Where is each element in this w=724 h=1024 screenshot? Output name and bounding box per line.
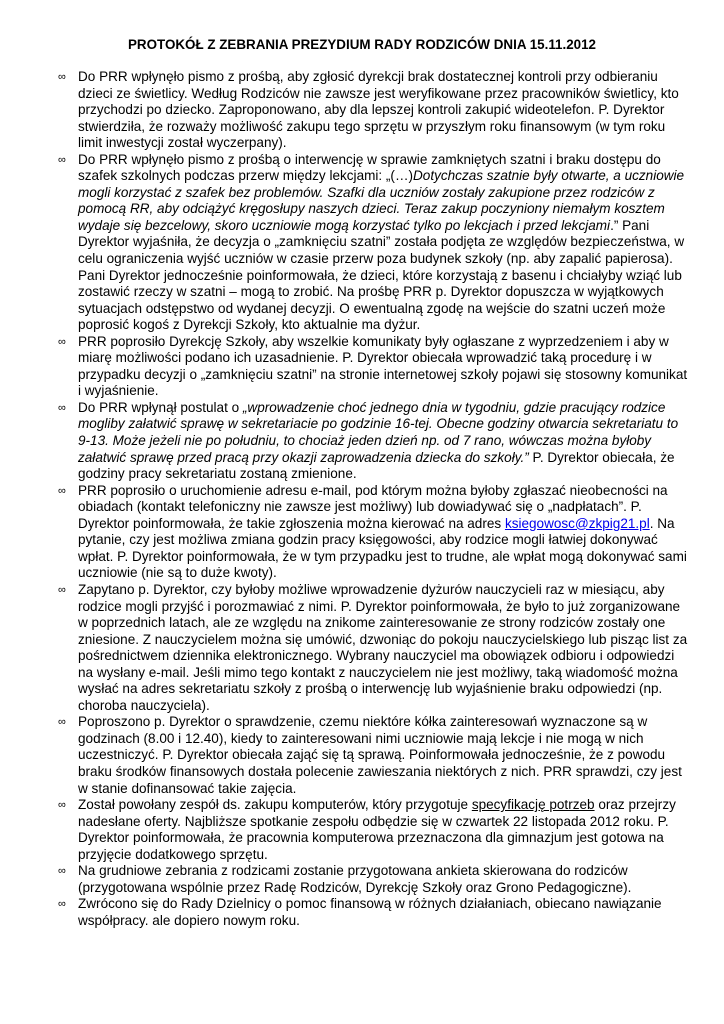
list-item <box>58 582 690 714</box>
item-text: P. Dyrektor obiecała, że godziny pracy sekretariatu zostaną zmienione. <box>78 449 675 482</box>
list-item <box>58 714 690 797</box>
bullet-icon: ∞ <box>58 898 66 911</box>
bullet-icon: ∞ <box>58 153 66 166</box>
list-item <box>58 152 690 334</box>
item-text: PRR poprosiło o uruchomienie adresu e-mail, pod którym można byłoby zgłaszać nieobecności na obiadach (kontakt telefoniczny nie zawsze jest możliwy) lub dowiadywać się o „nadpłatach”. P. Dyrektor poinformowała, że takie zgłoszenia można kierować na adres <box>78 482 668 531</box>
bullet-icon: ∞ <box>58 335 66 348</box>
bullet-icon: ∞ <box>58 799 66 812</box>
underlined-text: specyfikację potrzeb <box>471 797 595 813</box>
bullet-icon: ∞ <box>58 865 66 878</box>
item-text: .” Pani Dyrektor wyjaśniła, że decyzja o „zamknięciu szatni” została podjęta ze względów bezpieczeństwa, w celu ograniczenia wyjść uczniów w czasie przerw poza budynek szkoły (np. aby zapalić papierosa). Pani Dyrektor jednocześnie poinformowała, że dzieci, które korzystają z basenu i chciałyby wziąć lub zostawić rzeczy w szatni – mogą to zrobić. Na prośbę PRR p. Dyrektor dopuszcza w wyjątkowych sytuacjach odstępstwo od wydanej decyzji. O ewentualną zgodę na wejście do szatni uczeń może poprosić kogoś z Dyrekcji Szkoły, kto aktualnie ma dyżur. <box>78 217 685 333</box>
item-quote: Dotychczas szatnie były otwarte, a uczniowie mogli korzystać z szafek bez problemów. Szafki dla uczniów zostały zakupione przez rodziców z pomocą RR, aby odciążyć kręgosłupy naszych dzieci. Teraz zakup poczyniony niemałym kosztem wydaje się bezcelowy, skoro uczniowie mogą korzystać tylko po lekcjach i przed lekcjami <box>78 168 685 233</box>
item-text: Do PRR wpłynęło pismo z prośbą o interwencję w sprawie zamkniętych szatni i braku dostępu do szafek szkolnych podczas przerw między lekcjami: „(…) <box>78 151 661 184</box>
item-text: Został powołany zespół ds. zakupu komputerów, który przygotuje <box>78 797 472 813</box>
document-title: PROTOKÓŁ Z ZEBRANIA PREZYDIUM RADY RODZICÓW DNIA 15.11.2012 <box>128 37 596 52</box>
minutes-list <box>58 69 690 929</box>
item-text: . Na pytanie, czy jest możliwa zmiana godzin pracy księgowości, aby rodzice mogli łatwiej dokonywać wpłat. P. Dyrektor poinformowała, że w tym przypadku jest to trudne, ale wpłat mogą dokonywać sami uczniowie (nie są to duże kwoty). <box>78 515 687 581</box>
email-link[interactable]: ksiegowosc@zkpig21.pl <box>504 515 650 531</box>
item-text: oraz przejrzy nadesłane oferty. Najbliższe spotkanie zespołu odbędzie się w czwartek 22 listopada 2012 roku. P. Dyrektor poinformowała, że pracownia komputerowa przeznaczona dla gimnazjum jest gotowa na przyjęcie dodatkowego sprzętu. <box>78 797 676 862</box>
list-item <box>58 896 690 929</box>
list-item <box>58 863 690 896</box>
list-item <box>58 334 690 400</box>
item-quote: „wprowadzenie choć jednego dnia w tygodniu, gdzie pracujący rodzice mogliby załatwić sprawę w sekretariacie po godzinie 16-tej. Obecne godziny otwarcia sekretariatu to 9-13. Może jeżeli nie po południu, to chociaż jeden dzień np. od 7 rano, wówczas można byłoby załatwić sprawę przed pracą przy okazji zaprowadzenia dziecka do szkoły.” <box>78 399 679 465</box>
list-item <box>58 797 690 863</box>
item-text: PRR poprosiło Dyrekcję Szkoły, aby wszelkie komunikaty były ogłaszane z wyprzedzeniem i aby w miarę możliwości podano ich uzasadnienie. P. Dyrektor obiecała wprowadzić taką procedurę i w przypadku decyzji o „zamknięciu szatni” na stronie internetowej szkoły pojawi się stosowny komunikat i wyjaśnienie. <box>78 333 688 399</box>
list-item <box>58 69 690 152</box>
bullet-icon: ∞ <box>58 484 66 497</box>
list-item <box>58 400 690 483</box>
item-text: Zwrócono się do Rady Dzielnicy o pomoc finansową w różnych działaniach, obiecano nawiązanie współpracy. ale dopiero nowym roku. <box>78 896 662 928</box>
item-text: Na grudniowe zebrania z rodzicami zostanie przygotowana ankieta skierowana do rodziców (przygotowana wspólnie przez Radę Rodziców, Dyrekcję Szkoły oraz Grono Pedagogiczne). <box>78 863 632 895</box>
item-text: Zapytano p. Dyrektor, czy byłoby możliwe wprowadzenie dyżurów nauczycieli raz w miesiącu, aby rodzice mogli przyjść i porozmawiać z nimi. P. Dyrektor poinformowała, że było to już zorganizowane w poprzednich latach, ale ze względu na znikome zainteresowanie ze strony rodziców zostały one zniesione. Z nauczycielem można się umówić, dzwoniąc do pokoju nauczycielskiego lub pisząc list za pośrednictwem dziennika elektronicznego. Wybrany nauczyciel ma obowiązek odbioru i odpowiedzi na wysłany e-mail. Jeśli mimo tego kontakt z nauczycielem nie jest możliwy, taką wiadomość można wysłać na adres sekretariatu szkoły z prośbą o interwencję lub wyjaśnienie braku odpowiedzi (np. choroba nauczyciela). <box>78 581 688 713</box>
bullet-icon: ∞ <box>58 716 66 729</box>
item-text: Do PRR wpłynęło pismo z prośbą, aby zgłosić dyrekcji brak dostatecznej kontroli przy odbieraniu dzieci ze świetlicy. Według Rodziców nie zawsze jest weryfikowane przez pracowników świetlicy, kto przychodzi po dziecko. Zaproponowano, aby dla lepszej kontroli zakupić wideotelefon. P. Dyrektor stwierdziła, że rozważy możliwość zakupu tego sprzętu w przyszłym roku finansowym (w tym roku limit inwestycji został wyczerpany). <box>78 69 679 151</box>
bullet-icon: ∞ <box>58 401 66 414</box>
list-item <box>58 483 690 582</box>
bullet-icon: ∞ <box>58 583 66 596</box>
item-text: Poproszono p. Dyrektor o sprawdzenie, czemu niektóre kółka zainteresowań wyznaczone są w godzinach (8.00 i 12.40), kiedy to zainteresowani nimi uczniowie mają lekcje i nie mogą w nich uczestniczyć. P. Dyrektor obiecała zająć się tą sprawą. Poinformowała jednocześnie, że z powodu braku środków finansowych dostała polecenie zawieszania niektórych z nich. PRR sprawdzi, czy jest w stanie dofinansować takie zajęcia. <box>78 714 682 796</box>
item-text: Do PRR wpłynął postulat o <box>78 399 243 415</box>
bullet-icon: ∞ <box>58 71 66 83</box>
